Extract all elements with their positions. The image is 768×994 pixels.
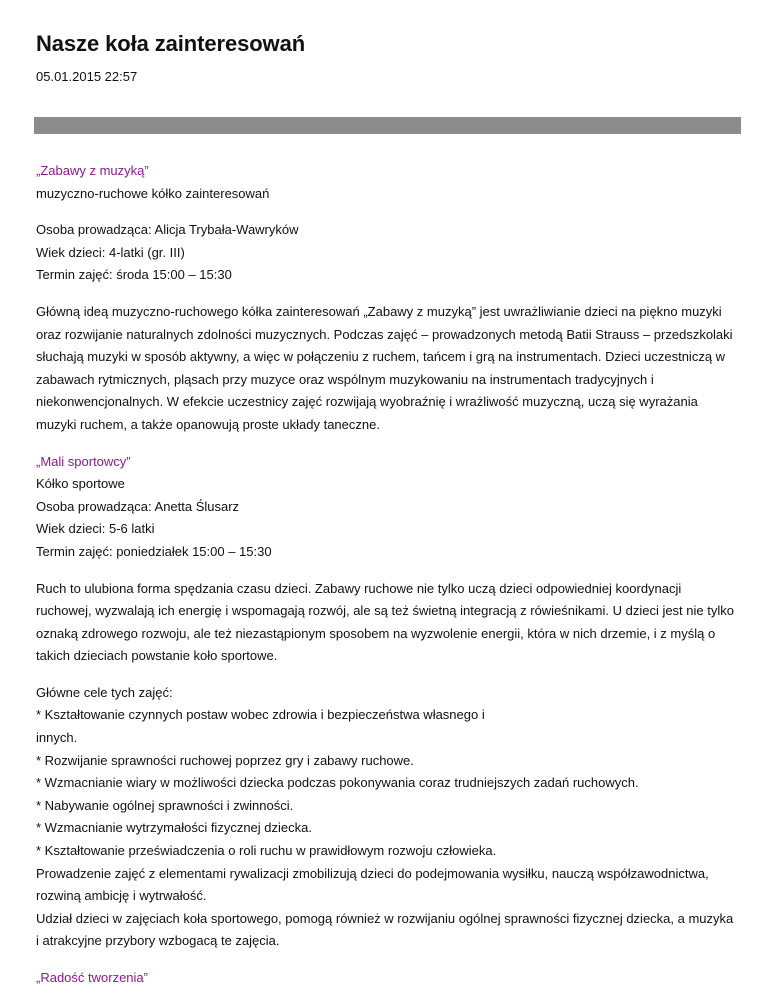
goal-line: rozwiną ambicję i wytrwałość. [36, 888, 207, 904]
section-heading-radosc: „Radość tworzenia” [36, 970, 148, 985]
spacer [36, 564, 736, 578]
article-body [36, 160, 736, 990]
description-line: takich dzieciach powstanie koło sportowe. [36, 648, 278, 664]
section-age: Wiek dzieci: 4-latki (gr. III) [36, 244, 185, 260]
goal-line: * Kształtowanie przeświadczenia o roli ruchu w prawidłowym rozwoju człowieka. [36, 843, 497, 859]
goals-intro: Główne cele tych zajęć: [36, 684, 173, 700]
goal-line: Udział dzieci w zajęciach koła sportowego, pomogą również w rozwijaniu ogólnej sprawności fizycznej dziecka, a muzyka [36, 910, 734, 926]
goal-line: * Nabywanie ogólnej sprawności i zwinności. [36, 797, 294, 813]
description-line: słuchają muzyki w sposób aktywny, a więc w połączeniu z ruchem, tańcem i grą na instrumentach. Dzieci uczestniczą w [36, 349, 726, 365]
post-date: 05.01.2015 22:57 [36, 69, 138, 84]
goal-line: i atrakcyjne przybory wzbogacą te zajęcia. [36, 933, 280, 949]
goal-line: * Wzmacnianie wiary w możliwości dziecka podczas pokonywania coraz trudniejszych zadań ruchowych. [36, 775, 639, 791]
spacer [36, 437, 736, 451]
section-heading-zabawy: „Zabawy z muzyką” [36, 163, 149, 178]
goal-line: innych. [36, 730, 78, 746]
section-schedule: Termin zajęć: środa 15:00 – 15:30 [36, 267, 232, 283]
goal-line: * Kształtowanie czynnych postaw wobec zdrowia i bezpieczeństwa własnego i [36, 707, 485, 723]
description-line: oraz rozwijanie naturalnych zdolności muzycznych. Podczas zajęć – prowadzonych metodą Batii Strauss – przedszkolaki [36, 326, 733, 342]
page-title: Nasze koła zainteresowań [36, 31, 306, 56]
spacer [36, 205, 736, 219]
description-line: ruchowej, wyzwalają ich energię i wspomagają rozwój, ale są też świetną integracją z rówieśnikami. U dzieci jest nie tylko [36, 603, 734, 619]
description-line: zabawach rytmicznych, pląsach przy muzyce oraz wspólnym muzykowaniu na instrumentach tradycyjnych i [36, 371, 654, 387]
section-age: Wiek dzieci: 5-6 latki [36, 521, 155, 537]
goal-line: * Wzmacnianie wytrzymałości fizycznej dziecka. [36, 820, 312, 836]
section-subtitle: Kółko sportowe [36, 476, 125, 492]
description-line: Główną ideą muzyczno-ruchowego kółka zainteresowań „Zabawy z muzyką” jest uwrażliwianie dzieci na piękno muzyki [36, 303, 722, 319]
spacer [36, 953, 736, 967]
section-heading-sportowcy: „Mali sportowcy” [36, 453, 131, 469]
spacer [36, 668, 736, 682]
description-line: Ruch to ulubiona forma spędzania czasu dzieci. Zabawy ruchowe nie tylko uczą dzieci odpowiedniej koordynacji [36, 580, 682, 596]
section-subtitle: muzyczno-ruchowe kółko zainteresowań [36, 185, 270, 201]
separator-bar [34, 117, 741, 134]
description-line: muzyki ruchem, a także opanowują proste układy taneczne. [36, 416, 380, 432]
description-line: oznaką zdrowego rozwoju, ale też niezastąpionym sposobem na wyzwolenie energii, która w nich drzemie, i z myślą o [36, 625, 716, 641]
section-schedule: Termin zajęć: poniedziałek 15:00 – 15:30 [36, 543, 272, 559]
goal-line: * Rozwijanie sprawności ruchowej poprzez gry i zabawy ruchowe. [36, 752, 414, 768]
spacer [36, 287, 736, 301]
goal-line: Prowadzenie zajęć z elementami rywalizacji zmobilizują dzieci do podejmowania wysiłku, nauczą współzawodnictwa, [36, 865, 709, 881]
section-leader: Osoba prowadząca: Alicja Trybała-Wawryków [36, 222, 299, 238]
section-leader: Osoba prowadząca: Anetta Ślusarz [36, 498, 240, 514]
description-line: niekonwencjonalnych. W efekcie uczestnicy zajęć rozwijają wyobraźnię i wrażliwość muzyczną, uczą się wyrażania [36, 394, 698, 410]
